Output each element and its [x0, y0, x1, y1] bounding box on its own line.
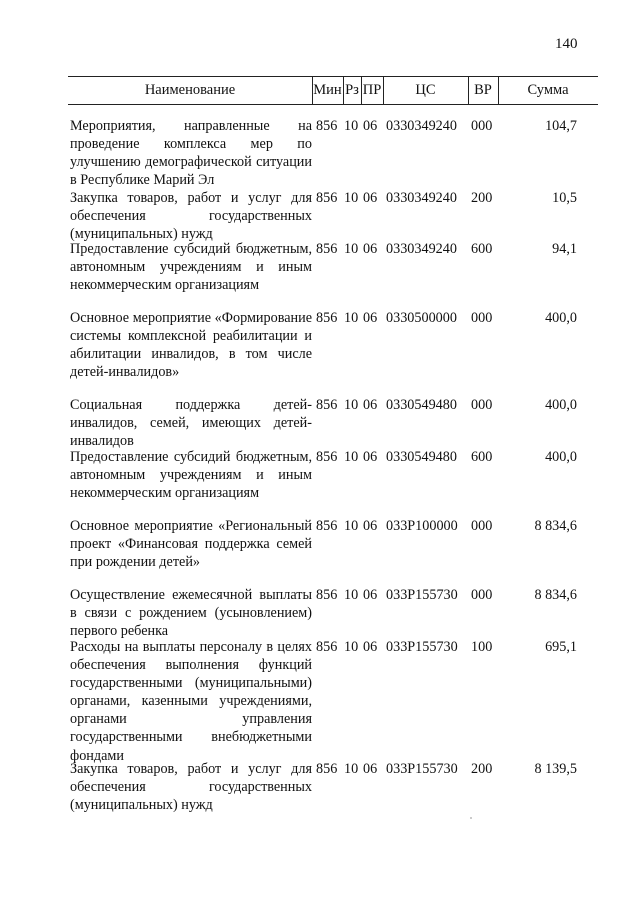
row-name: Осуществление ежемесячной выплаты в связи с рождением (усыновлением) первого ребенка: [70, 587, 312, 640]
row-vr: 600: [471, 449, 493, 465]
header-sum: Сумма: [527, 82, 569, 98]
row-cs: 033P155730: [386, 639, 458, 655]
row-rz: 10: [344, 190, 359, 206]
row-name: Закупка товаров, работ и услуг для обеспечения государственных (муниципальных) нужд: [70, 190, 312, 243]
row-rz: 10: [344, 118, 359, 134]
row-vr: 000: [471, 587, 493, 603]
row-sum: 400,0: [545, 310, 577, 326]
row-cs: 0330349240: [386, 118, 457, 134]
header-pr: ПР: [362, 82, 382, 98]
row-pr: 06: [363, 761, 378, 777]
row-vr: 100: [471, 639, 493, 655]
row-sum: 104,7: [545, 118, 577, 134]
row-pr: 06: [363, 587, 378, 603]
row-vr: 200: [471, 761, 493, 777]
header-vr: ВР: [474, 82, 492, 98]
row-sum: 400,0: [545, 449, 577, 465]
row-pr: 06: [363, 241, 378, 257]
row-min: 856: [316, 587, 338, 603]
row-rz: 10: [344, 587, 359, 603]
row-cs: 0330349240: [386, 190, 457, 206]
row-sum: 8 139,5: [534, 761, 577, 777]
header-cs: ЦС: [415, 82, 436, 98]
row-rz: 10: [344, 397, 359, 413]
row-vr: 600: [471, 241, 493, 257]
row-name: Основное мероприятие «Региональный проект «Финансовая поддержка семей при рождении детей»: [70, 518, 312, 571]
header-name: Наименование: [144, 82, 236, 98]
row-min: 856: [316, 518, 338, 534]
row-pr: 06: [363, 639, 378, 655]
row-pr: 06: [363, 518, 378, 534]
row-pr: 06: [363, 310, 378, 326]
row-pr: 06: [363, 118, 378, 134]
row-min: 856: [316, 761, 338, 777]
row-cs: 033P100000: [386, 518, 458, 534]
row-rz: 10: [344, 241, 359, 257]
row-name: Основное мероприятие «Формирование системы комплексной реабилитации и абилитации инвалидов, в том числе детей-инвалидов»: [70, 310, 312, 381]
row-min: 856: [316, 639, 338, 655]
row-pr: 06: [363, 397, 378, 413]
row-vr: 000: [471, 518, 493, 534]
row-cs: 0330549480: [386, 397, 457, 413]
header-top-rule: [68, 76, 598, 77]
row-sum: 8 834,6: [534, 587, 577, 603]
row-name: Социальная поддержка детей-инвалидов, семей, имеющих детей-инвалидов: [70, 397, 312, 450]
row-cs: 0330500000: [386, 310, 457, 326]
row-name: Мероприятия, направленные на проведение комплекса мер по улучшению демографической ситуации в Республике Марий Эл: [70, 118, 312, 189]
row-rz: 10: [344, 449, 359, 465]
row-sum: 8 834,6: [534, 518, 577, 534]
row-min: 856: [316, 190, 338, 206]
row-vr: 000: [471, 118, 493, 134]
row-rz: 10: [344, 518, 359, 534]
scan-speck: [470, 817, 472, 819]
row-name: Расходы на выплаты персоналу в целях обеспечения выполнения функций государственными (муниципальными) органами, казенными учреждениями, органами управления государственными внебюджетными фондами: [70, 639, 312, 764]
header-rz: Рз: [345, 82, 359, 98]
row-cs: 033P155730: [386, 587, 458, 603]
row-min: 856: [316, 118, 338, 134]
row-cs: 0330549480: [386, 449, 457, 465]
row-sum: 400,0: [545, 397, 577, 413]
row-min: 856: [316, 310, 338, 326]
row-min: 856: [316, 449, 338, 465]
row-pr: 06: [363, 449, 378, 465]
row-vr: 000: [471, 310, 493, 326]
row-name: Предоставление субсидий бюджетным, автономным учреждениям и иным некоммерческим организациям: [70, 241, 312, 294]
header-bottom-rule: [68, 104, 598, 105]
row-rz: 10: [344, 639, 359, 655]
row-name: Закупка товаров, работ и услуг для обеспечения государственных (муниципальных) нужд: [70, 761, 312, 814]
row-min: 856: [316, 397, 338, 413]
row-pr: 06: [363, 190, 378, 206]
row-min: 856: [316, 241, 338, 257]
header-min: Мин: [313, 82, 342, 98]
row-rz: 10: [344, 310, 359, 326]
page-number: 140: [555, 36, 578, 52]
row-name: Предоставление субсидий бюджетным, автономным учреждениям и иным некоммерческим организациям: [70, 449, 312, 502]
row-vr: 200: [471, 190, 493, 206]
row-cs: 0330349240: [386, 241, 457, 257]
row-vr: 000: [471, 397, 493, 413]
row-sum: 94,1: [552, 241, 577, 257]
row-cs: 033P155730: [386, 761, 458, 777]
row-sum: 10,5: [552, 190, 577, 206]
row-rz: 10: [344, 761, 359, 777]
row-sum: 695,1: [545, 639, 577, 655]
